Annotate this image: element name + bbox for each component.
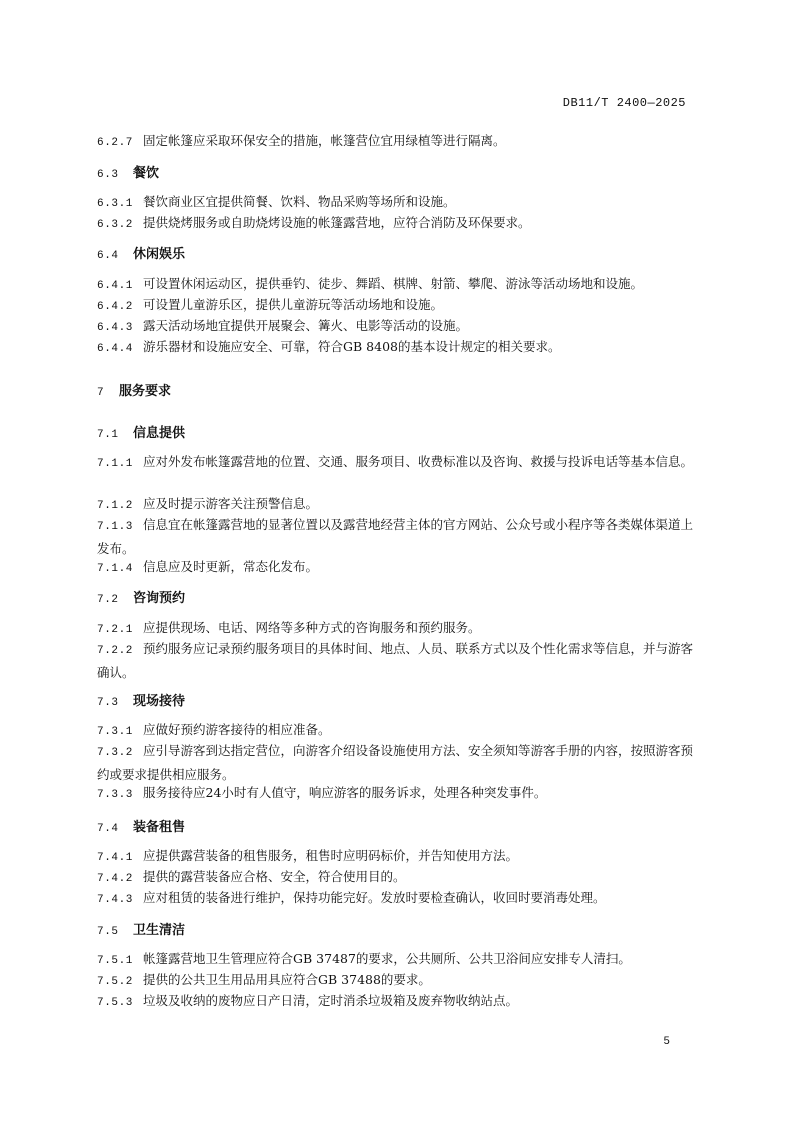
clause-text: 垃圾及收纳的废物应日产日清，定时消杀垃圾箱及废弃物收纳站点。	[143, 993, 519, 1008]
clause	[97, 451, 697, 475]
clause-text: 应做好预约游客接待的相应准备。	[143, 722, 331, 737]
clause-text: 信息应及时更新，常态化发布。	[143, 559, 319, 574]
clause-text: 餐饮商业区宜提供简餐、饮料、物品采购等场所和设施。	[143, 194, 456, 209]
clause-text: 应引导游客到达指定营位，向游客介绍设备设施使用方法、安全须知等游客手册的内容，按照游客预约或要求提供相应服务。	[97, 743, 694, 782]
clause-number: 6.4.1	[97, 280, 134, 292]
clause	[97, 212, 697, 236]
clause	[97, 990, 697, 1014]
section-number: 7.4	[97, 823, 119, 835]
clause-number: 6.3.1	[97, 198, 134, 210]
section-title: 信息提供	[133, 426, 186, 441]
clause-text: 可设置儿童游乐区，提供儿童游玩等活动场地和设施。	[143, 297, 444, 312]
section-heading	[97, 919, 697, 938]
section-heading	[97, 587, 697, 606]
clause	[97, 556, 697, 580]
clause	[97, 514, 697, 559]
section-number: 6.4	[97, 250, 119, 262]
document-code: DB11/T 2400—2025	[562, 96, 686, 110]
clause-number: 7.5.3	[97, 997, 134, 1009]
chapter-title: 服务要求	[119, 384, 172, 399]
section-number: 7.1	[97, 429, 119, 441]
clause	[97, 336, 697, 360]
clause-number: 7.4.1	[97, 852, 134, 864]
clause-text: 提供的露营装备应合格、安全，符合使用目的。	[143, 869, 406, 884]
section-title: 装备租售	[133, 820, 186, 835]
clause-number: 6.4.3	[97, 322, 134, 334]
section-number: 6.3	[97, 169, 119, 181]
clause-text: 信息宜在帐篷露营地的显著位置以及露营地经营主体的官方网站、公众号或小程序等各类媒体渠道上发布。	[97, 517, 694, 556]
clause-text: 提供的公共卫生用品用具应符合GB 37488的要求。	[143, 972, 431, 987]
clause	[97, 782, 697, 806]
clause-number: 7.5.1	[97, 955, 134, 967]
clause-text: 应提供露营装备的租售服务，租售时应明码标价，并告知使用方法。	[143, 848, 519, 863]
section-title: 现场接待	[133, 694, 186, 709]
clause-text: 可设置休闲运动区，提供垂钓、徒步、舞蹈、棋牌、射箭、攀爬、游泳等活动场地和设施。	[143, 276, 644, 291]
clause-text: 应对租赁的装备进行维护，保持功能完好。发放时要检查确认，收回时要消毒处理。	[143, 890, 606, 905]
clause-number: 7.4.2	[97, 873, 134, 885]
clause	[97, 130, 697, 154]
section-number: 7.2	[97, 594, 119, 606]
section-heading	[97, 162, 697, 181]
clause-number: 7.2.1	[97, 624, 134, 636]
page-number: 5	[663, 1036, 670, 1048]
section-heading	[97, 816, 697, 835]
chapter-heading	[97, 380, 697, 399]
clause-text: 应对外发布帐篷露营地的位置、交通、服务项目、收费标准以及咨询、救援与投诉电话等基本信息。	[143, 454, 694, 469]
clause-text: 预约服务应记录预约服务项目的具体时间、地点、人员、联系方式以及个性化需求等信息，并与游客确认。	[97, 641, 694, 680]
clause-text: 游乐器材和设施应安全、可靠，符合GB 8408的基本设计规定的相关要求。	[143, 339, 561, 354]
section-heading	[97, 690, 697, 709]
clause-number: 6.2.7	[97, 137, 134, 149]
section-heading	[97, 243, 697, 262]
section-number: 7.3	[97, 697, 119, 709]
clause-number: 7.1.3	[97, 521, 134, 533]
clause	[97, 740, 697, 785]
clause-text: 应提供现场、电话、网络等多种方式的咨询服务和预约服务。	[143, 620, 481, 635]
clause-number: 7.5.2	[97, 976, 134, 988]
chapter-number: 7	[97, 387, 105, 399]
clause-number: 7.3.3	[97, 789, 134, 801]
section-heading	[97, 422, 697, 441]
section-number: 7.5	[97, 926, 119, 938]
section-title: 餐饮	[133, 166, 160, 181]
clause-number: 7.1.2	[97, 500, 134, 512]
clause-text: 露天活动场地宜提供开展聚会、篝火、电影等活动的设施。	[143, 318, 469, 333]
clause-text: 帐篷露营地卫生管理应符合GB 37487的要求，公共厕所、公共卫浴间应安排专人清扫。	[143, 951, 631, 966]
clause	[97, 638, 697, 683]
section-title: 休闲娱乐	[133, 247, 186, 262]
clause-text: 提供烧烤服务或自助烧烤设施的帐篷露营地，应符合消防及环保要求。	[143, 215, 531, 230]
clause-text: 固定帐篷应采取环保安全的措施，帐篷营位宜用绿植等进行隔离。	[143, 133, 506, 148]
clause-number: 6.4.4	[97, 343, 134, 355]
clause-text: 应及时提示游客关注预警信息。	[143, 496, 319, 511]
clause-number: 7.3.1	[97, 726, 134, 738]
clause-number: 7.3.2	[97, 747, 134, 759]
clause-number: 7.2.2	[97, 645, 134, 657]
clause	[97, 887, 697, 911]
clause-number: 6.4.2	[97, 301, 134, 313]
clause-number: 7.1.4	[97, 563, 134, 575]
section-title: 咨询预约	[133, 591, 186, 606]
clause-number: 7.4.3	[97, 894, 134, 906]
clause-number: 7.1.1	[97, 458, 134, 470]
clause-number: 6.3.2	[97, 219, 134, 231]
section-title: 卫生清洁	[133, 923, 186, 938]
clause-text: 服务接待应24小时有人值守，响应游客的服务诉求，处理各种突发事件。	[143, 785, 547, 800]
